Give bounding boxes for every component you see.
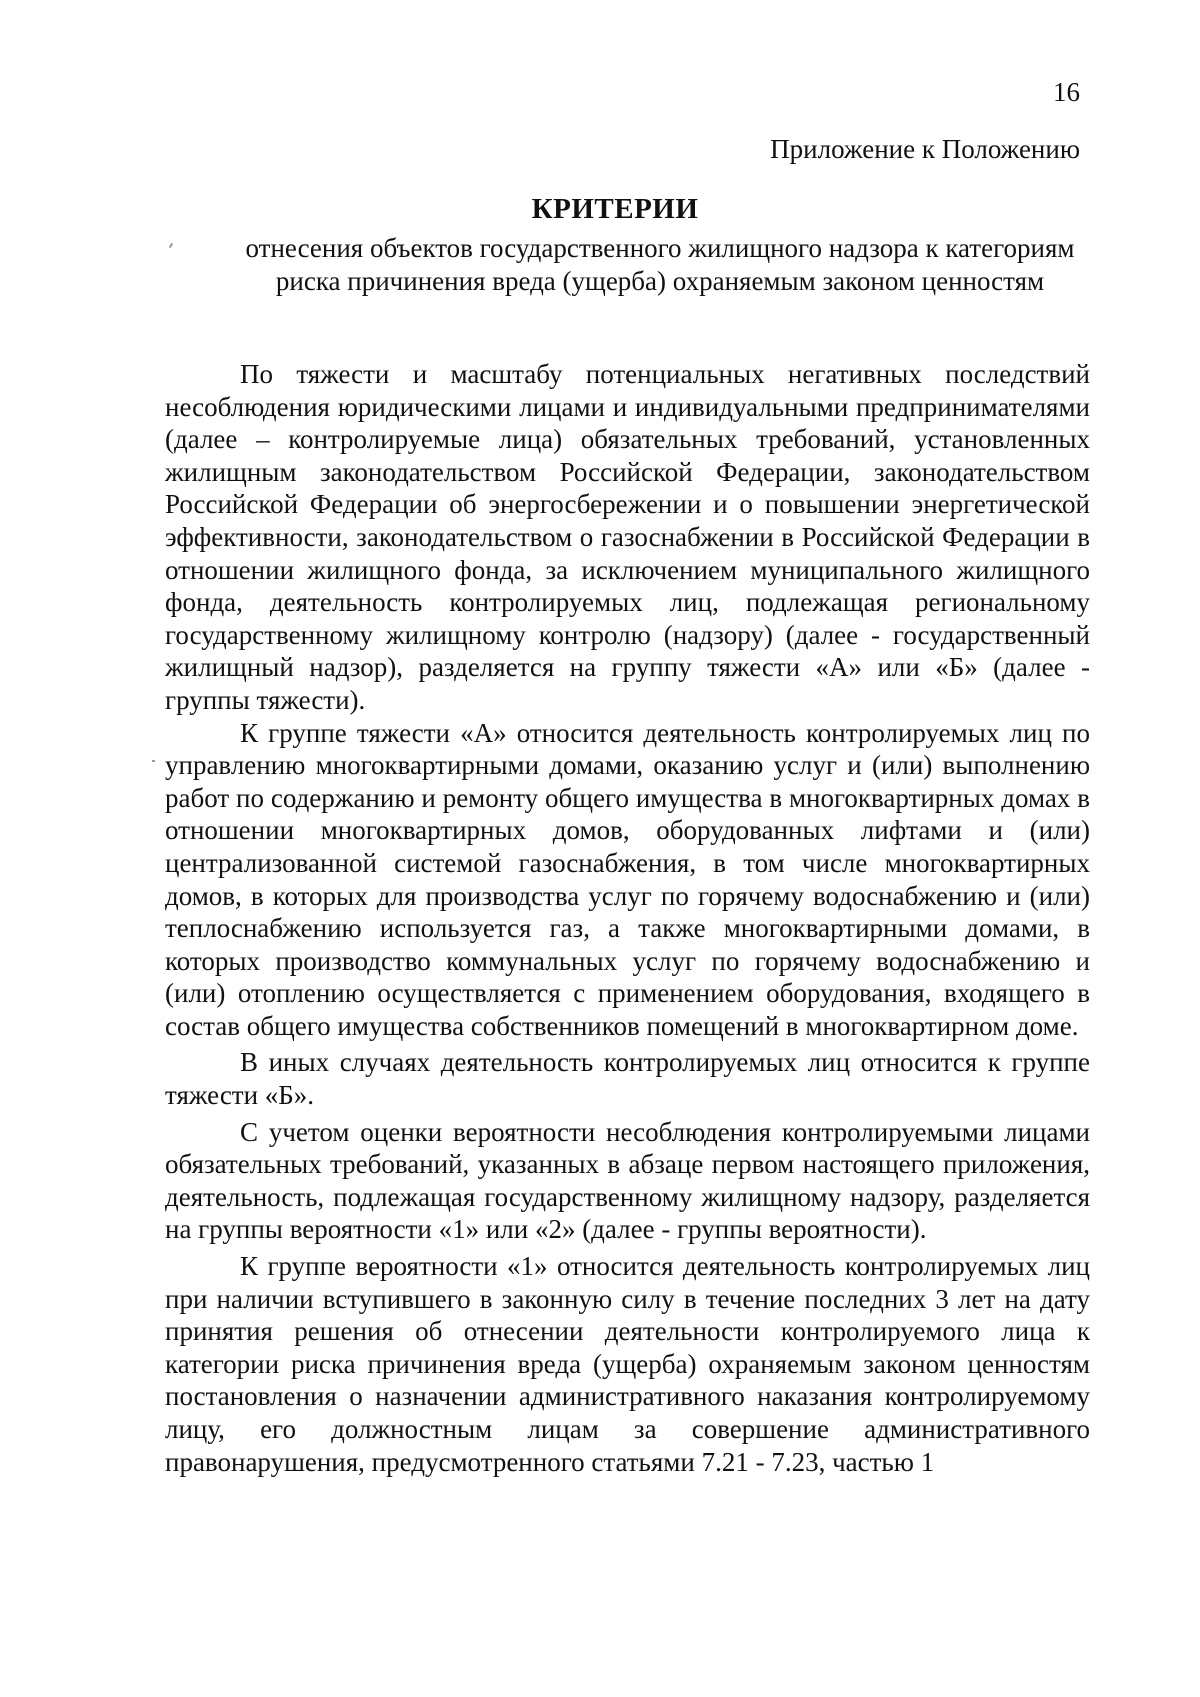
paragraph-group-b: В иных случаях деятельность контролируемых лиц относится к группе тяжести «Б». xyxy=(165,1047,1090,1111)
paragraph-severity-groups: По тяжести и масштабу потенциальных негативных последствий несоблюдения юридическими лицами и индивидуальными предпринимателями (далее – контролируемые лица) обязательных требований, установленных жилищным законодательством Российской Федерации, законодательством Российской Федерации об энергосбережении и о повышении энергетической эффективности, законодательством о газоснабжении в Российской Федерации в отношении жилищного фонда, за исключением муниципального жилищного фонда, деятельность контролируемых лиц, подлежащая региональному государственному жилищному контролю (надзору) (далее - государственный жилищный надзор), разделяется на группу тяжести «А» или «Б» (далее - группы тяжести). xyxy=(165,359,1090,715)
page-number: 16 xyxy=(1053,77,1080,107)
paragraph-probability-group-1: К группе вероятности «1» относится деятельность контролируемых лиц при наличии вступившего в законную силу в течение последних 3 лет на дату принятия решения об отнесении деятельности контролируемого лица к категории риска причинения вреда (ущерба) охраняемым законом ценностям постановления о назначении административного наказания контролируемому лицу, его должностным лицам за совершение административного правонарушения, предусмотренного статьями 7.21 - 7.23, частью 1 xyxy=(165,1251,1090,1477)
scan-speck xyxy=(152,760,155,762)
paragraph-group-a: К группе тяжести «А» относится деятельность контролируемых лиц по управлению многоквартирными домами, оказанию услуг и (или) выполнению работ по содержанию и ремонту общего имущества в многоквартирных домах в отношении многоквартирных домов, оборудованных лифтами и (или) централизованной системой газоснабжения, в том числе многоквартирных домов, в которых для производства услуг по горячему водоснабжению и (или) теплоснабжению используется газ, а также многоквартирными домами, в которых производство коммунальных услуг по горячему водоснабжению и (или) отоплению осуществляется с применением оборудования, входящего в состав общего имущества собственников помещений в многоквартирном доме. xyxy=(165,717,1090,1041)
paragraph-probability-groups: С учетом оценки вероятности несоблюдения контролируемыми лицами обязательных требований, указанных в абзаце первом настоящего приложения, деятельность, подлежащая государственному жилищному надзору, разделяется на группы вероятности «1» или «2» (далее - группы вероятности). xyxy=(165,1116,1090,1245)
scan-speck xyxy=(169,243,173,248)
document-subtitle: отнесения объектов государственного жилищного надзора к категориям риска причинения вреда (ущерба) охраняемым законом ценностям xyxy=(245,233,1075,296)
document-body xyxy=(165,358,1090,1478)
document-title: КРИТЕРИИ xyxy=(531,193,699,225)
appendix-note: Приложение к Положению xyxy=(770,134,1080,164)
